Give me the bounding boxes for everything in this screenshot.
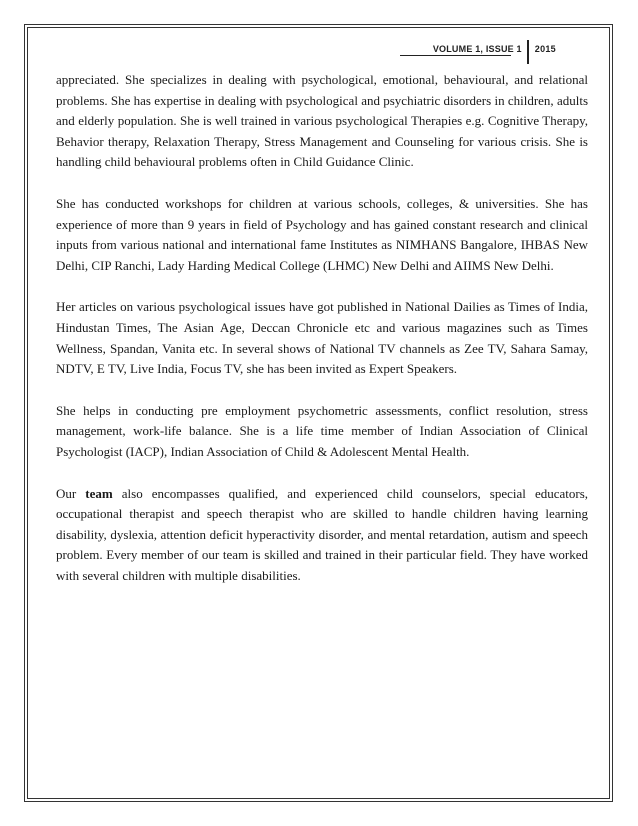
header-rule [400,55,511,56]
paragraph-5-rest: also encompasses qualified, and experienced child counselors, special educators, occupational therapist and speech therapist who are skilled to handle children having learning disability, dyslexia, attention deficit hyperactivity disorder, and mental retardation, autism and speech problem. Every member of our team is skilled and trained in their particular field. They have worked with several children with multiple disabilities. [56,485,589,583]
header-volume: VOLUME 1, ISSUE 1 [432,44,522,54]
header-year: 2015 [534,44,556,54]
paragraph-5 [56,484,588,587]
paragraph-4: She helps in conducting pre employment psychometric assessments, conflict resolution, stress management, work-life balance. She is a life time member of Indian Association of Clinical Psychologist (IACP), Indian Association of Child & Adolescent Mental Health. [56,402,588,459]
team-emphasis: team [85,485,113,501]
paragraph-1: appreciated. She specializes in dealing with psychological, emotional, behavioural, and relational problems. She has expertise in dealing with psychological and psychiatric disorders in children, adults and elderly population. She is well trained in various psychological Therapies e.g. Cognitive Therapy, Behavior therapy, Relaxation Therapy, Stress Management and Counseling for various crisis. She is handling child behavioural problems often in Child Guidance Clinic. [56,72,588,170]
paragraph-2: She has conducted workshops for children at various schools, colleges, & universities. She has experience of more than 9 years in field of Psychology and has gained constant research and clinical inputs from various national and international fame Institutes as NIMHANS Bangalore, IHBAS New Delhi, CIP Ranchi, Lady Harding Medical College (LHMC) New Delhi and AIIMS New Delhi. [56,195,588,273]
paragraph-3: Her articles on various psychological issues have got published in National Dailies as Times of India, Hindustan Times, The Asian Age, Deccan Chronicle etc and various magazines such as Times Wellness, Spandan, Vanita etc. In several shows of National TV channels as Zee TV, Sahara Samay, NDTV, E TV, Live India, Focus TV, she has been invited as Expert Speakers. [56,299,588,377]
document-body [56,70,588,607]
paragraph-5-lead: Our [56,485,86,501]
